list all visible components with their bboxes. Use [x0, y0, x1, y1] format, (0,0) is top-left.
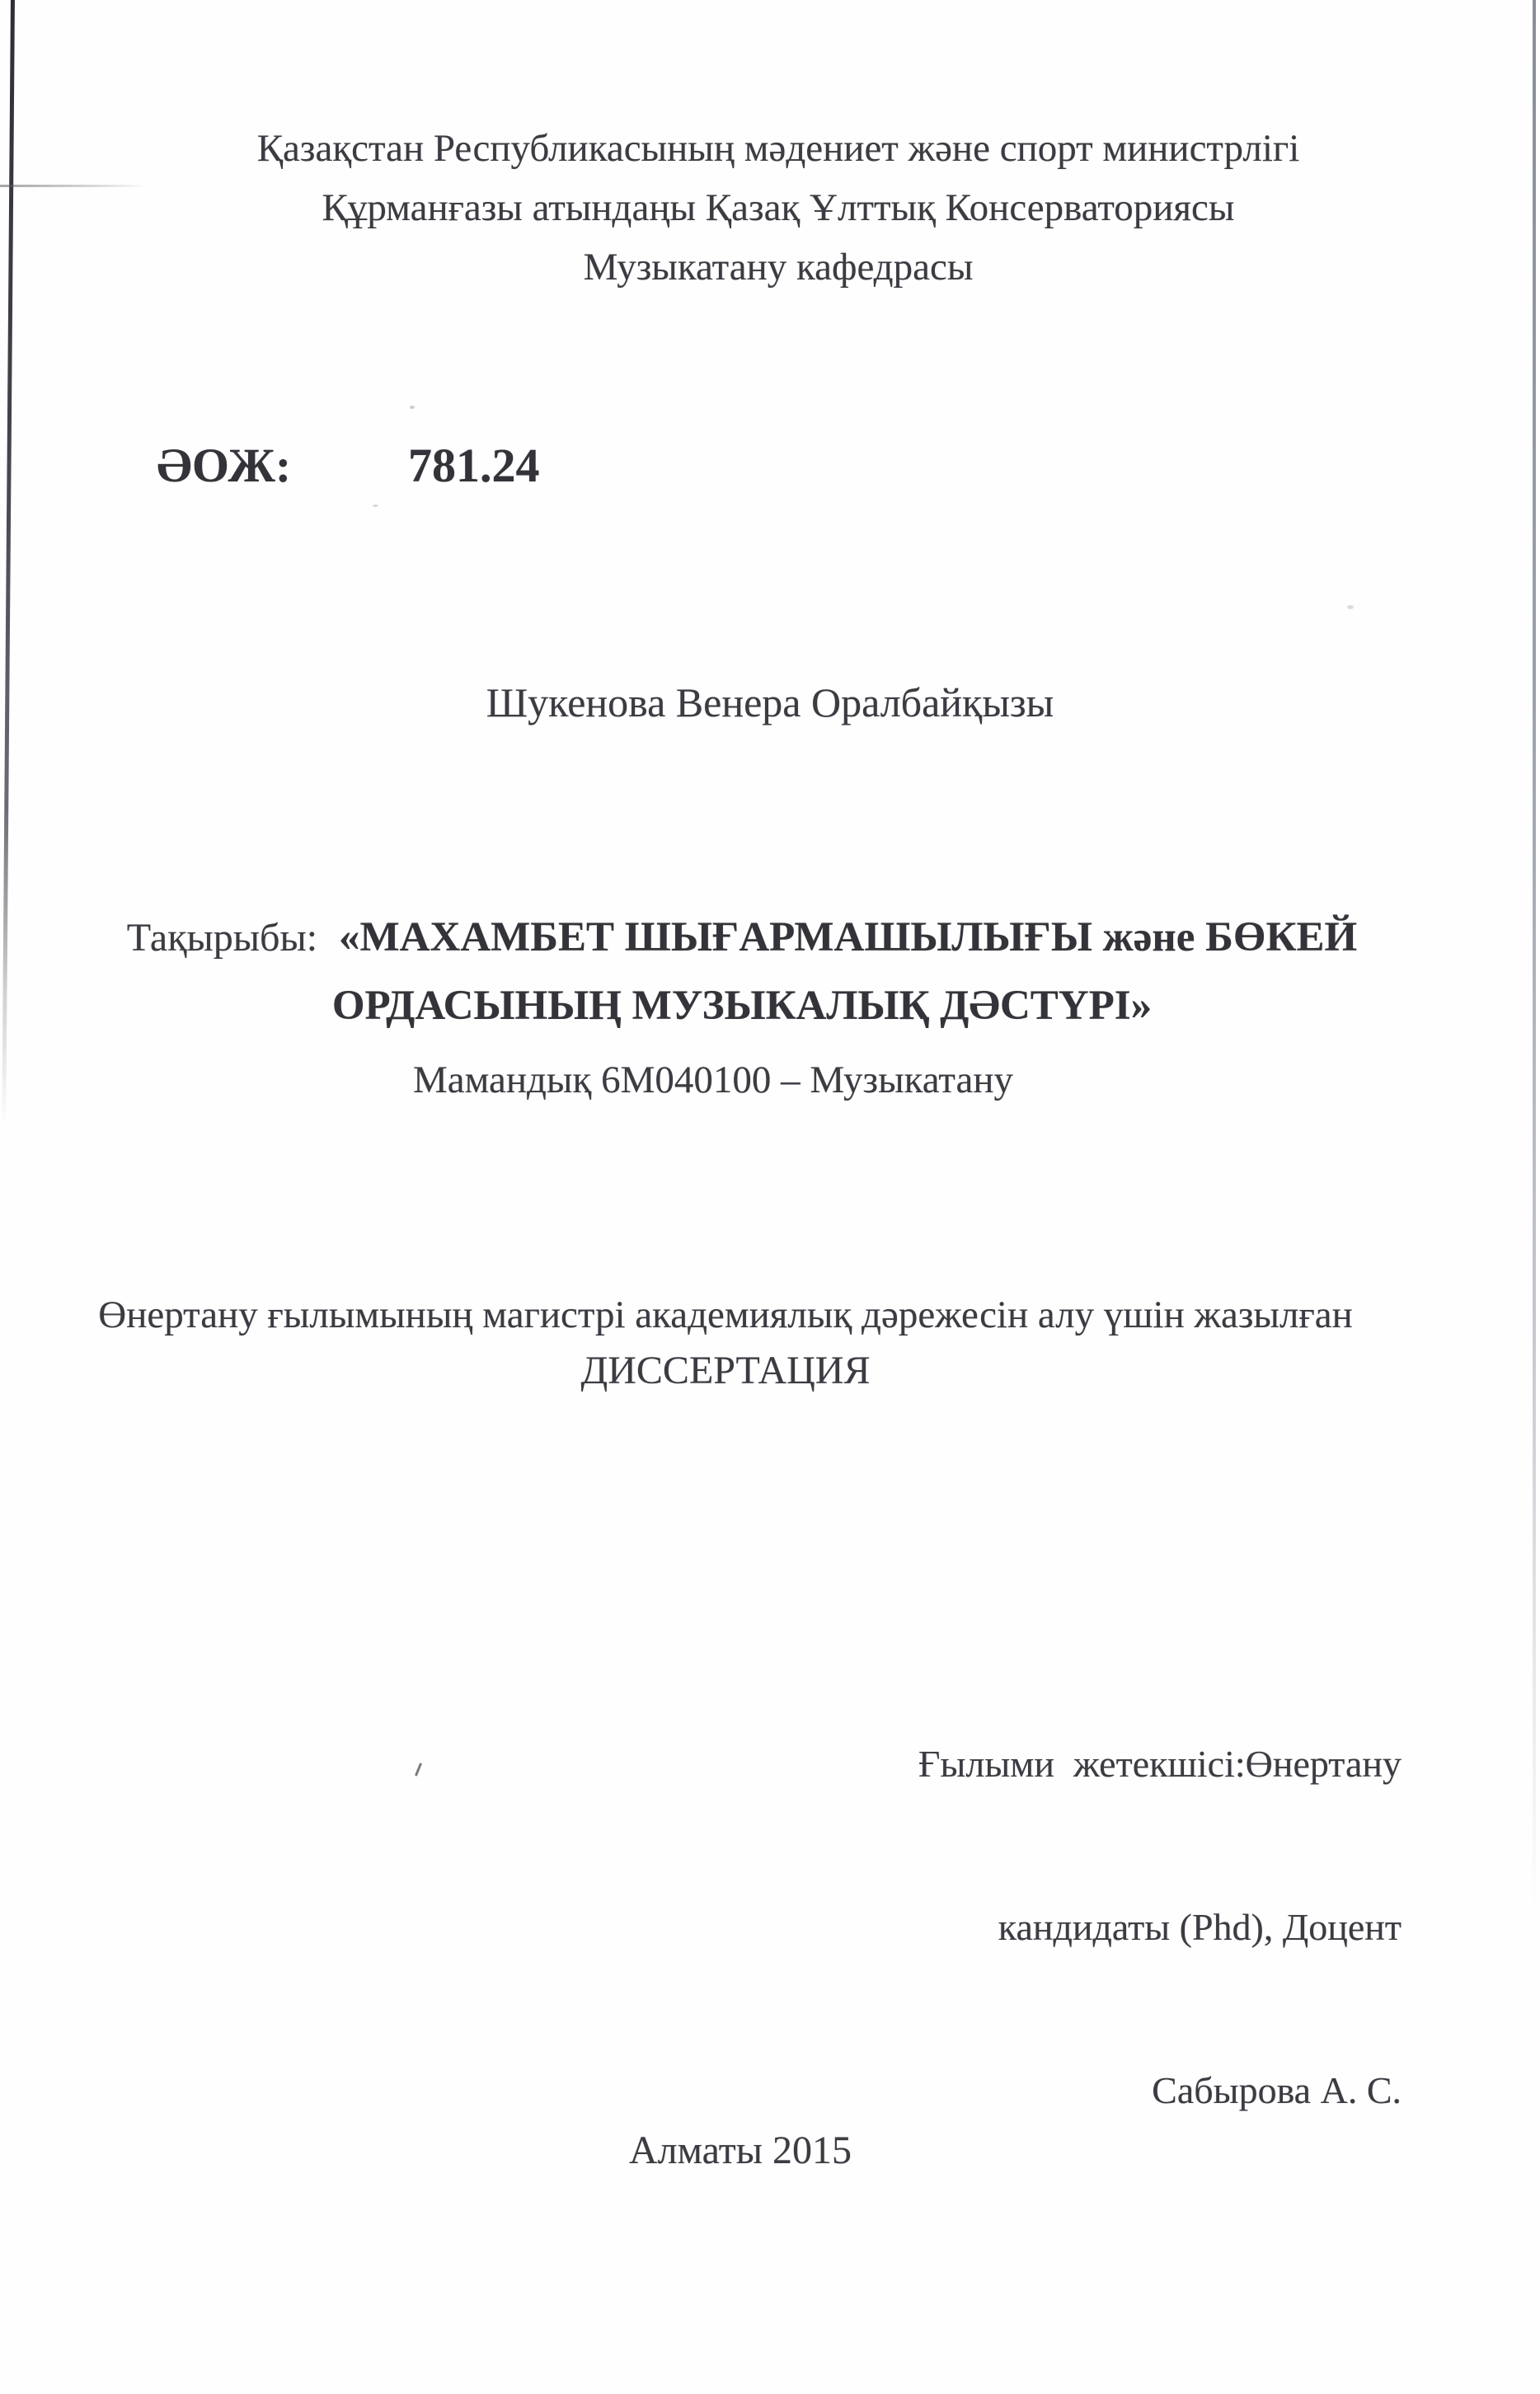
- scan-edge-line-right: [1533, 0, 1536, 1913]
- udc-value: 781.24: [408, 439, 540, 492]
- topic-label: Тақырыбы:: [126, 916, 318, 960]
- document-type: ДИССЕРТАЦИЯ: [580, 1349, 871, 1392]
- scan-edge-line-left: [2, 0, 15, 1124]
- institution-header: [45, 119, 1512, 297]
- dissertation-title: [16, 904, 1467, 1040]
- scan-speck: [1347, 605, 1354, 609]
- specialty-line: Мамандық 6М040100 – Музыкатану: [412, 1059, 1014, 1101]
- title-text-2: ОРДАСЫНЫҢ МУЗЫКАЛЫҚ ДӘСТҮРІ»: [331, 983, 1153, 1029]
- author-name: Шукенова Венера Оралбайқызы: [486, 679, 1054, 725]
- department-line: Музыкатану кафедрасы: [583, 246, 974, 289]
- supervisor-line-1: Ғылыми жетекшісі:Өнертану: [918, 1743, 1401, 1785]
- stray-pen-mark: [415, 1763, 422, 1777]
- supervisor-line-3: Сабырова А. С.: [1152, 2069, 1401, 2111]
- title-line-1: [16, 904, 1467, 972]
- supervisor-line-2: кандидаты (Phd), Доцент: [998, 1906, 1401, 1948]
- city-year-line: Алматы 2015: [629, 2129, 852, 2172]
- title-text-1: «МАХАМБЕТ ШЫҒАРМАШЫЛЫҒЫ және БӨКЕЙ: [339, 914, 1358, 960]
- conservatory-line: Құрманғазы атындаңы Қазақ Ұлттық Консерваториясы: [322, 186, 1235, 229]
- ministry-line: Қазақстан Республикасының мәдениет және спорт министрлігі: [256, 127, 1300, 170]
- scan-speck: [373, 505, 378, 507]
- degree-statement: Өнертану ғылымының магистрі академиялық дәрежесін алу үшін жазылған: [98, 1293, 1353, 1336]
- udc-row: [0, 439, 1540, 492]
- scan-speck: [410, 406, 415, 409]
- degree-statement-block: [0, 1287, 1451, 1399]
- udc-label: ӘОЖ:: [157, 439, 292, 492]
